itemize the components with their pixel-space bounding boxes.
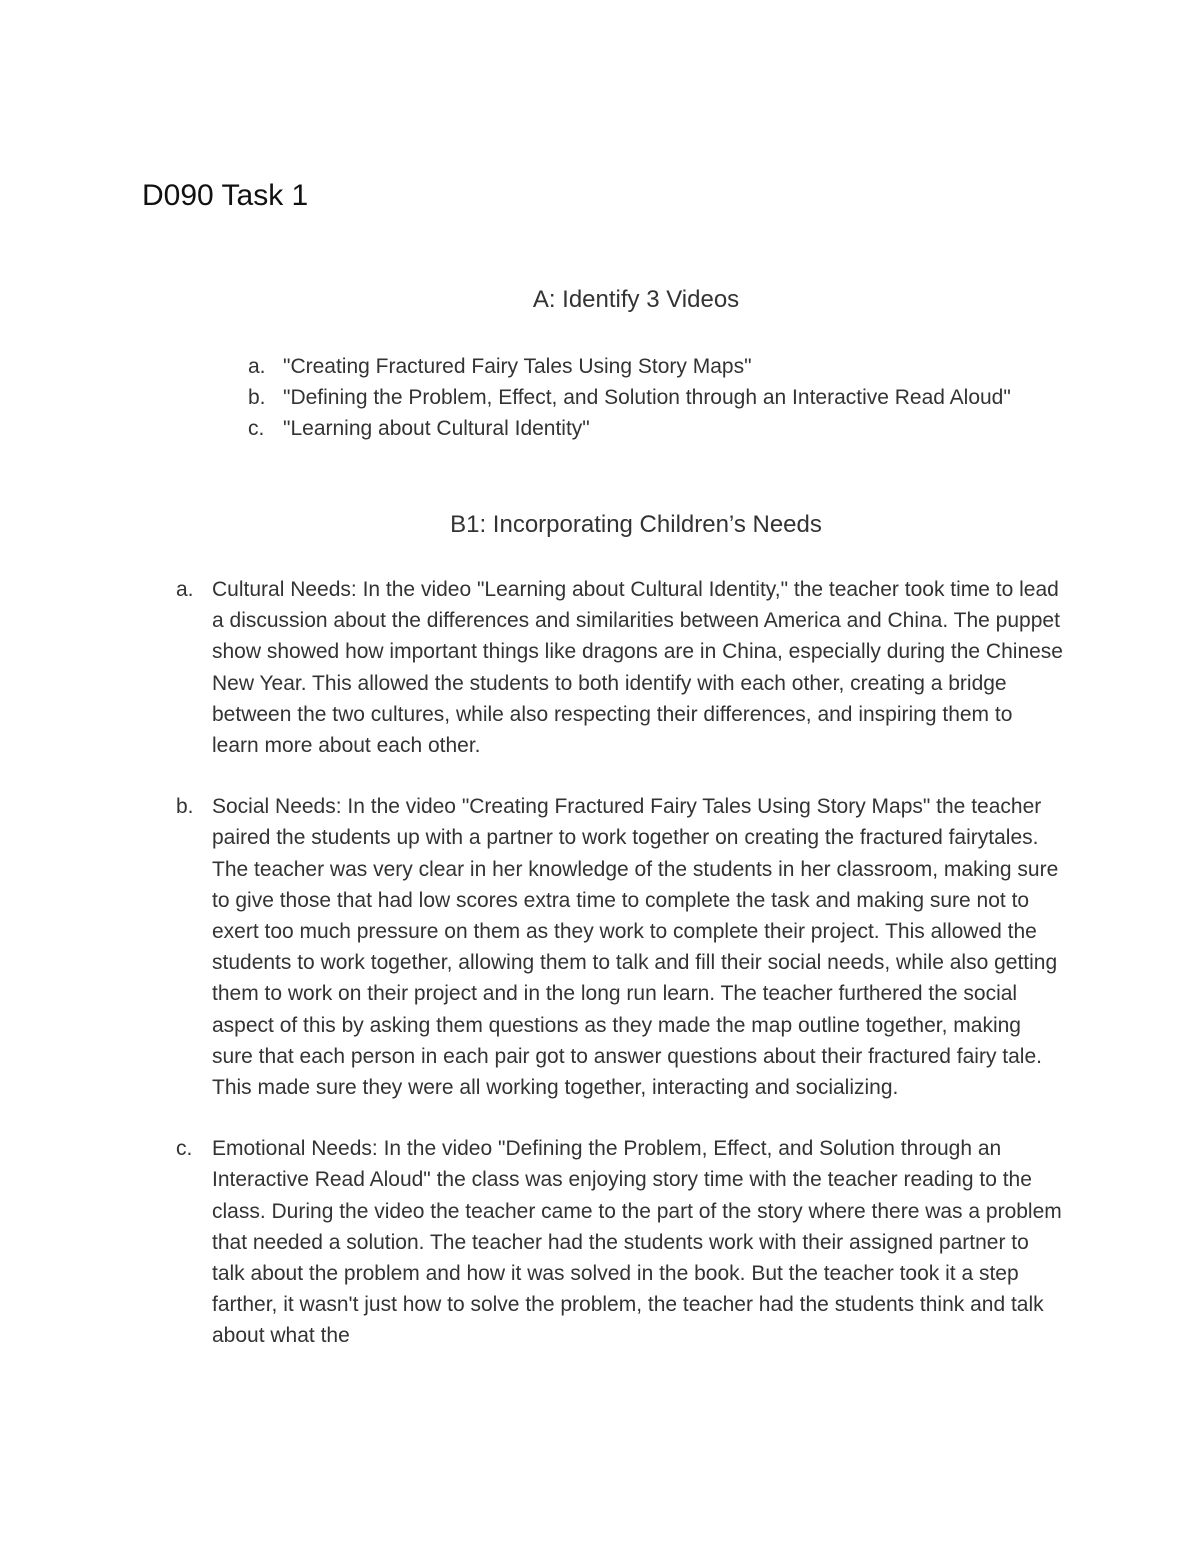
section-b1-heading: B1: Incorporating Children’s Needs bbox=[450, 511, 822, 538]
list-item bbox=[240, 382, 1040, 413]
needs-list bbox=[174, 574, 1064, 1382]
list-item-text: "Creating Fractured Fairy Tales Using Story Maps" bbox=[283, 355, 752, 378]
list-marker: c. bbox=[248, 417, 265, 440]
list-item bbox=[240, 413, 1040, 444]
paragraph-text: Emotional Needs: In the video "Defining the Problem, Effect, and Solution through an Interactive Read Aloud" the class was enjoying story time with the teacher reading to the class. During the video the teacher came to the part of the story where there was a problem that needed a solution. The teacher had the students work with their assigned partner to talk about the problem and how it was solved in the book. But the teacher took it a step farther, it wasn't just how to solve the problem, the teacher had the students think and talk about what the bbox=[212, 1137, 1062, 1348]
list-item-text: "Defining the Problem, Effect, and Solution through an Interactive Read Aloud" bbox=[283, 386, 1011, 409]
list-item bbox=[174, 791, 1064, 1103]
list-marker: a. bbox=[248, 355, 266, 378]
list-item bbox=[240, 351, 1040, 382]
video-list bbox=[240, 351, 1040, 444]
document-title: D090 Task 1 bbox=[142, 179, 309, 212]
list-marker: b. bbox=[176, 795, 194, 819]
paragraph-text: Social Needs: In the video "Creating Fractured Fairy Tales Using Story Maps" the teacher paired the students up with a partner to work together on creating the fractured fairytales. The teacher was very clear in her knowledge of the students in her classroom, making sure to give those that had low scores extra time to complete the task and making sure not to exert too much pressure on them as they work to complete their project. This allowed the students to work together, allowing them to talk and fill their social needs, while also getting them to work on their project and in the long run learn. The teacher furthered the social aspect of this by asking them questions as they made the map outline together, making sure that each person in each pair got to answer questions about their fractured fairy tale. This made sure they were all working together, interacting and socializing. bbox=[212, 795, 1059, 1100]
paragraph-text: Cultural Needs: In the video "Learning about Cultural Identity," the teacher took time to lead a discussion about the differences and similarities between America and China. The puppet show showed how important things like dragons are in China, especially during the Chinese New Year. This allowed the students to both identify with each other, creating a bridge between the two cultures, while also respecting their differences, and inspiring them to learn more about each other. bbox=[212, 578, 1063, 758]
list-item bbox=[174, 574, 1064, 761]
list-marker: a. bbox=[176, 578, 194, 601]
list-item-text: "Learning about Cultural Identity" bbox=[283, 417, 590, 440]
section-a-heading: A: Identify 3 Videos bbox=[532, 286, 740, 313]
list-marker: c. bbox=[176, 1137, 193, 1161]
list-marker: b. bbox=[248, 386, 266, 409]
list-item bbox=[174, 1133, 1064, 1351]
